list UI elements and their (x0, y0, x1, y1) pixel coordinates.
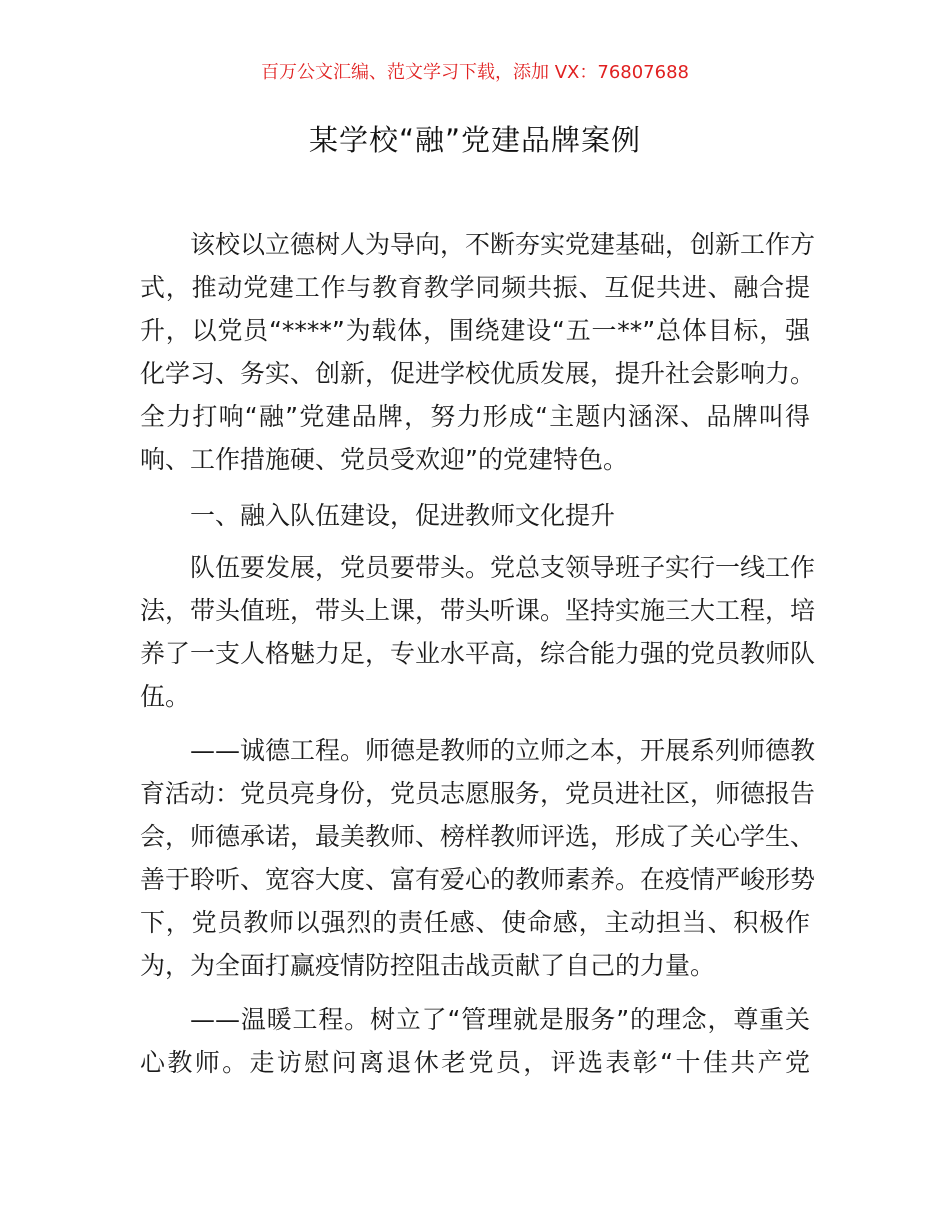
section-heading: 一、融入队伍建设，促进教师文化提升 (190, 501, 616, 530)
paragraph-line: 善于聆听、宽容大度、富有爱心的教师素养。在疫情严峻形势 (140, 865, 816, 894)
paragraph-line: ——诚德工程。师德是教师的立师之本，开展系列师德教 (190, 736, 816, 765)
paragraph-line: 会，师德承诺，最美教师、榜样教师评选，形成了关心学生、 (140, 822, 816, 851)
paragraph-line: 全力打响“融”党建品牌，努力形成“主题内涵深、品牌叫得 (140, 402, 810, 431)
document-title: 某学校“融”党建品牌案例 (308, 123, 642, 157)
paragraph-line: 响、工作措施硬、党员受欢迎”的党建特色。 (140, 445, 628, 474)
paragraph-line: 育活动：党员亮身份，党员志愿服务，党员进社区，师德报告 (140, 779, 816, 808)
paragraph-line: ——温暖工程。树立了“管理就是服务”的理念，尊重关 (190, 1005, 810, 1034)
paragraph-line: 队伍要发展，党员要带头。党总支领导班子实行一线工作 (190, 553, 816, 582)
paragraph-line: 该校以立德树人为导向，不断夯实党建基础，创新工作方 (190, 230, 816, 259)
paragraph-line: 法，带头值班，带头上课，带头听课。坚持实施三大工程，培 (140, 596, 816, 625)
paragraph-line: 为，为全面打赢疫情防控阻击战贡献了自己的力量。 (140, 951, 716, 980)
header-watermark: 百万公文汇编、范文学习下载，添加 VX：76807688 (261, 62, 689, 83)
paragraph-line: 下，党员教师以强烈的责任感、使命感，主动担当、积极作 (140, 908, 810, 937)
paragraph-line: 式，推动党建工作与教育教学同频共振、互促共进、融合提 (140, 273, 810, 302)
paragraph-line: 伍。 (140, 682, 191, 711)
paragraph-line: 升，以党员“****”为载体，围绕建设“五一**”总体目标，强 (140, 316, 810, 345)
paragraph-line: 养了一支人格魅力足，专业水平高，综合能力强的党员教师队 (140, 639, 816, 668)
paragraph-line: 心教师。走访慰问离退休老党员，评选表彰“十佳共产党 (140, 1048, 810, 1077)
paragraph-line: 化学习、务实、创新，促进学校优质发展，提升社会影响力。 (140, 359, 816, 388)
